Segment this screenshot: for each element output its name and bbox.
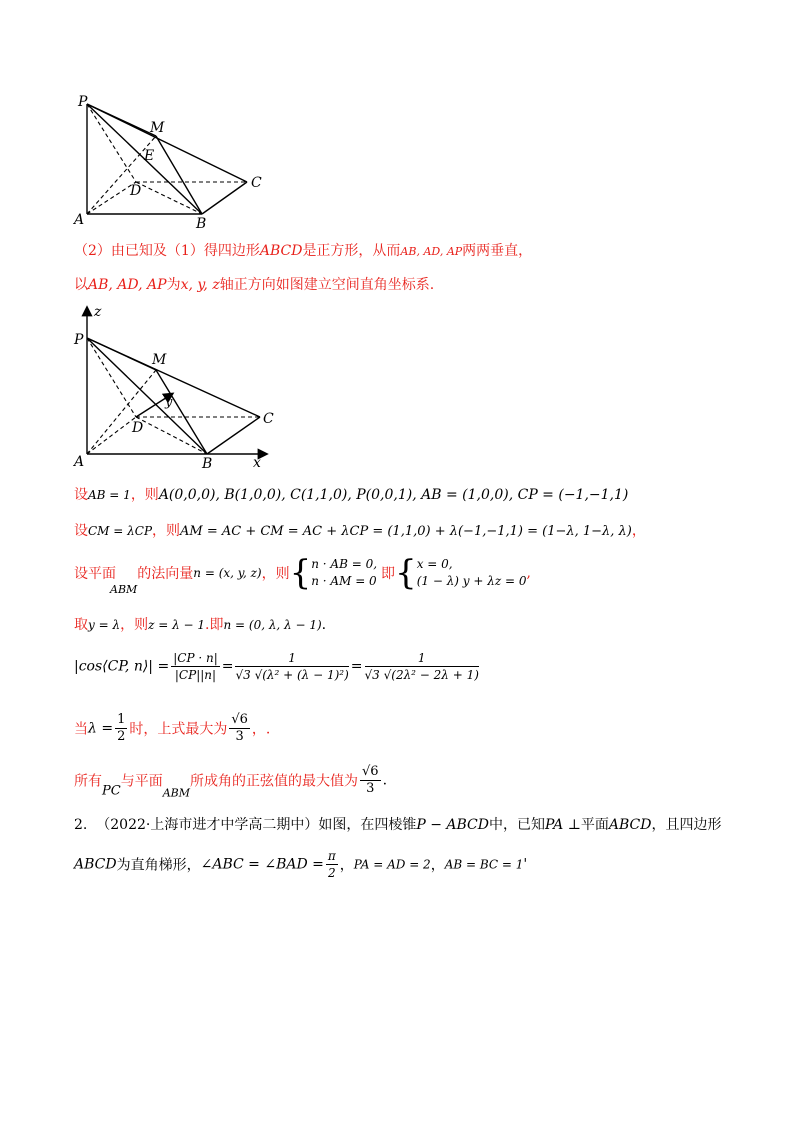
label-d: D — [130, 183, 142, 199]
edge-am — [87, 370, 156, 454]
label-e: E — [144, 148, 155, 164]
label-p: P — [78, 94, 88, 110]
figure-2-coordinate-system — [70, 302, 280, 472]
label-m: M — [152, 352, 167, 368]
problem2-line2: ABCD为直角梯形，∠ABC = ∠BAD = $\frac{\pi}{2}$ ，PA = AD = 2，AB = BC = 1' — [74, 849, 528, 880]
part2-line1: （2）由已知及（1）得四边形ABCD是正方形，从而AB, AD, AP两两垂直， — [74, 243, 533, 259]
solution-line-max: 当λ = $\frac{1}{2}$ 时，上式最大为 $\frac{√6}{3}$ ，. — [74, 712, 271, 744]
label-c: C — [251, 175, 262, 191]
label-p: P — [74, 332, 84, 348]
label-z: z — [94, 304, 102, 320]
label-d: D — [132, 420, 144, 436]
edge-ad — [87, 417, 136, 454]
label-c: C — [263, 411, 274, 427]
solution-line-set-cm: 设CM = λCP，则AM = AC + CM = AC + λCP = (1,1,0) + λ(−1,−1,1) = (1−λ, 1−λ, λ)， — [74, 523, 646, 539]
label-m: M — [150, 120, 165, 136]
label-a: A — [74, 454, 85, 470]
edge-bc — [202, 182, 247, 214]
label-a: A — [74, 212, 85, 228]
label-b: B — [202, 456, 213, 472]
edge-pb — [87, 338, 207, 454]
edge-bc — [207, 417, 260, 454]
figure-1-pyramid — [70, 92, 280, 232]
part2-line2: 以AB, AD, AP为x, y, z轴正方向如图建立空间直角坐标系. — [74, 277, 435, 293]
label-y: y — [165, 395, 173, 410]
solution-line-cos: |cos⟨CP, n⟩| = $\frac{|CP \cdot n|}{|CP||n|}$ = $\frac{1}{\text{√3 √(λ² + (λ − 1)²)}}$ = $\frac{1}{\text{√3 √(2λ² − 2λ + 1)}}$ — [74, 651, 479, 682]
problem2-line1: 2. （2022·上海市进才中学高二期中）如图，在四棱锥P − ABCD中，已知PA ⊥平面ABCD，且四边形 — [74, 817, 722, 833]
solution-line-take-y: 取y = λ，则z = λ − 1.即n = (0, λ, λ − 1). — [74, 617, 327, 633]
label-b: B — [196, 216, 207, 232]
edge-mb — [156, 136, 202, 214]
solution-line-set-ab: 设AB = 1，则A(0,0,0), B(1,0,0), C(1,1,0), P(0,0,1), AB = (1,0,0), CP = (−1,−1,1) — [74, 487, 629, 503]
label-x: x — [253, 455, 261, 471]
solution-line-final: 所有PC与平面$_{ABM}$所成角的正弦值的最大值为 $\frac{√6}{3}$ . — [74, 764, 388, 800]
solution-line-normal: 设平面$_{ABM}$的法向量n = (x, y, z)，则{ n · AB = 0, n · AM = 0 即{ x = 0, (1 − λ) y + λz = 0 , — [74, 553, 531, 596]
